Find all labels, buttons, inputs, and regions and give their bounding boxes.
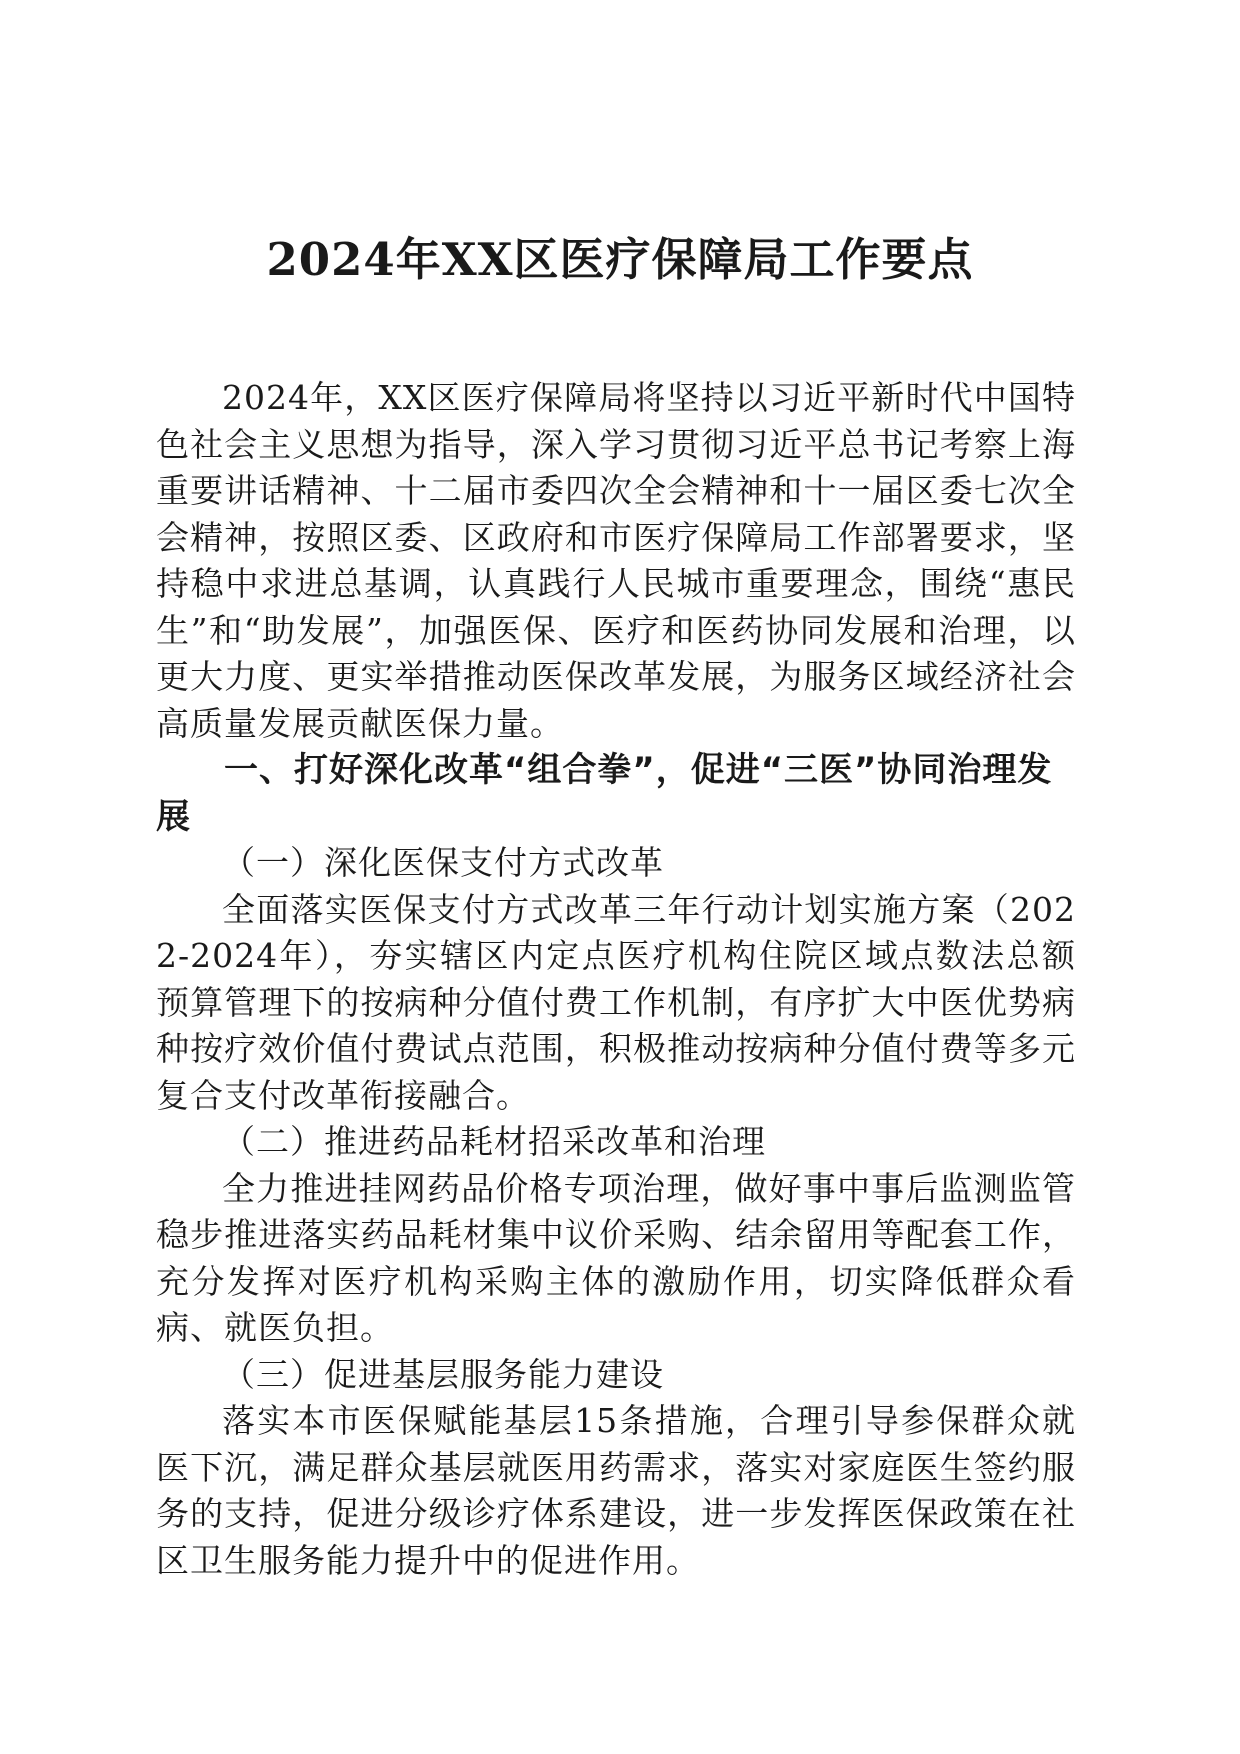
section-1-heading: 一、打好深化改革“组合拳”，促进“三医”协同治理发展 (156, 750, 1053, 837)
intro-paragraph: 2024年，XX区医疗保障局将坚持以习近平新时代中国特色社会主义思想为指导，深入学习贯彻习近平总书记考察上海重要讲话精神、十二届市委四次全会精神和十一届区委七次全会精神，按照区委、区政府和市医疗保障局工作部署要求，坚持稳中求进总基调，认真践行人民城市重要理念，围绕“惠民生”和“助发展”，加强医保、医疗和医药协同发展和治理，以更大力度、更实举措推动医保改革发展，为服务区域经济社会高质量发展贡献医保力量。 (156, 378, 1076, 743)
subsection-1-heading: （一）深化医保支付方式改革 (222, 843, 664, 882)
subsection-3-body: 落实本市医保赋能基层15条措施，合理引导参保群众就医下沉，满足群众基层就医用药需求，落实对家庭医生签约服务的支持，促进分级诊疗体系建设，进一步发挥医保政策在社区卫生服务能力提升中的促进作用。 (156, 1401, 1076, 1580)
document-body (156, 375, 1076, 1584)
subsection-2-body: 全力推进挂网药品价格专项治理，做好事中事后监测监管稳步推进落实药品耗材集中议价采购、结余留用等配套工作，充分发挥对医疗机构采购主体的激励作用，切实降低群众看病、就医负担。 (156, 1168, 1076, 1347)
subsection-3-heading: （三）促进基层服务能力建设 (222, 1354, 664, 1394)
subsection-1-body: 全面落实医保支付方式改革三年行动计划实施方案（2022-2024年），夯实辖区内定点医疗机构住院区域点数法总额预算管理下的按病种分值付费工作机制，有序扩大中医优势病种按疗效价值付费试点范围，积极推动按病种分值付费等多元复合支付改革衔接融合。 (156, 889, 1076, 1115)
document-title: 2024年XX区医疗保障局工作要点 (266, 233, 974, 286)
subsection-2-heading: （二）推进药品耗材招采改革和治理 (222, 1122, 766, 1161)
